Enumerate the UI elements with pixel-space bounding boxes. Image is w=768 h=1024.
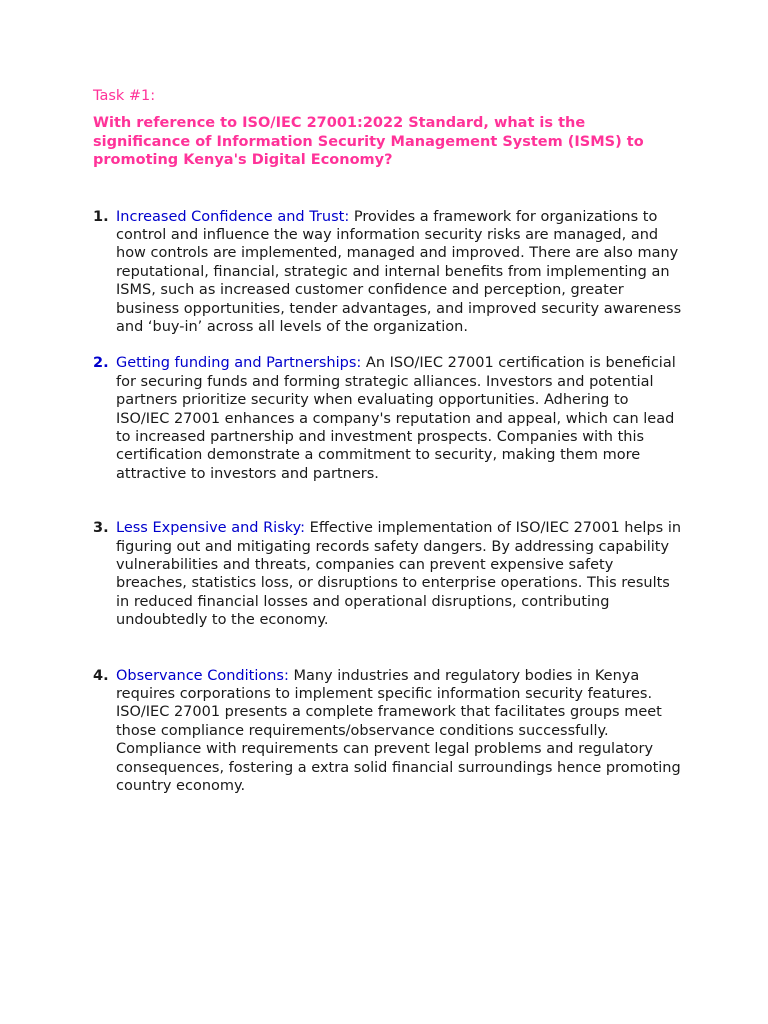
list-item-heading: Increased Confidence and Trust: <box>116 208 350 225</box>
list-item-number: 1. <box>93 208 109 225</box>
list-item-heading: Less Expensive and Risky: <box>116 520 306 537</box>
list-item <box>93 667 683 796</box>
list-item-number: 4. <box>93 667 109 684</box>
list-item <box>93 354 683 483</box>
document-page <box>93 86 683 795</box>
list-item-number: 2. <box>93 355 109 372</box>
task-label: Task #1: <box>93 88 156 104</box>
list-item-body: An ISO/IEC 27001 certification is beneficial for securing funds and forming strategic alliances. Investors and potential partners prioritize security when evaluating opportunities. Adhering to ISO/IEC 27001 enhances a company's reputation and appeal, which can lead to increased partnership and investment prospects. Companies with this certification demonstrate a commitment to security, making them more attractive to investors and partners. <box>116 355 676 482</box>
list-item-heading: Getting funding and Partnerships: <box>116 355 362 372</box>
list-item-body: Effective implementation of ISO/IEC 27001 helps in figuring out and mitigating records safety dangers. By addressing capability vulnerabilities and threats, companies can prevent expensive safety breaches, statistics loss, or disruptions to enterprise operations. This results in reduced financial losses and operational disruptions, contributing undoubtedly to the economy. <box>116 520 682 629</box>
task-question: With reference to ISO/IEC 27001:2022 Standard, what is the significance of Information Security Management System (ISMS) to promoting Kenya's Digital Economy? <box>93 115 644 168</box>
list-item-body: Provides a framework for organizations to control and influence the way information security risks are managed, and how controls are implemented, managed and improved. There are also many reputational, financial, strategic and internal benefits from implementing an ISMS, such as increased customer confidence and perception, greater business opportunities, tender advantages, and improved security awareness and ‘buy-in’ across all levels of the organization. <box>116 208 682 335</box>
list-item <box>93 519 683 629</box>
list-item-heading: Observance Conditions: <box>116 667 289 684</box>
list-item-number: 3. <box>93 520 109 537</box>
list-item-body: Many industries and regulatory bodies in Kenya requires corporations to implement specific information security features. ISO/IEC 27001 presents a complete framework that facilitates groups meet those compliance requirements/observance conditions successfully. Compliance with requirements can prevent legal problems and regulatory consequences, fostering a extra solid financial surroundings hence promoting country economy. <box>116 667 681 795</box>
list-item <box>93 208 683 337</box>
